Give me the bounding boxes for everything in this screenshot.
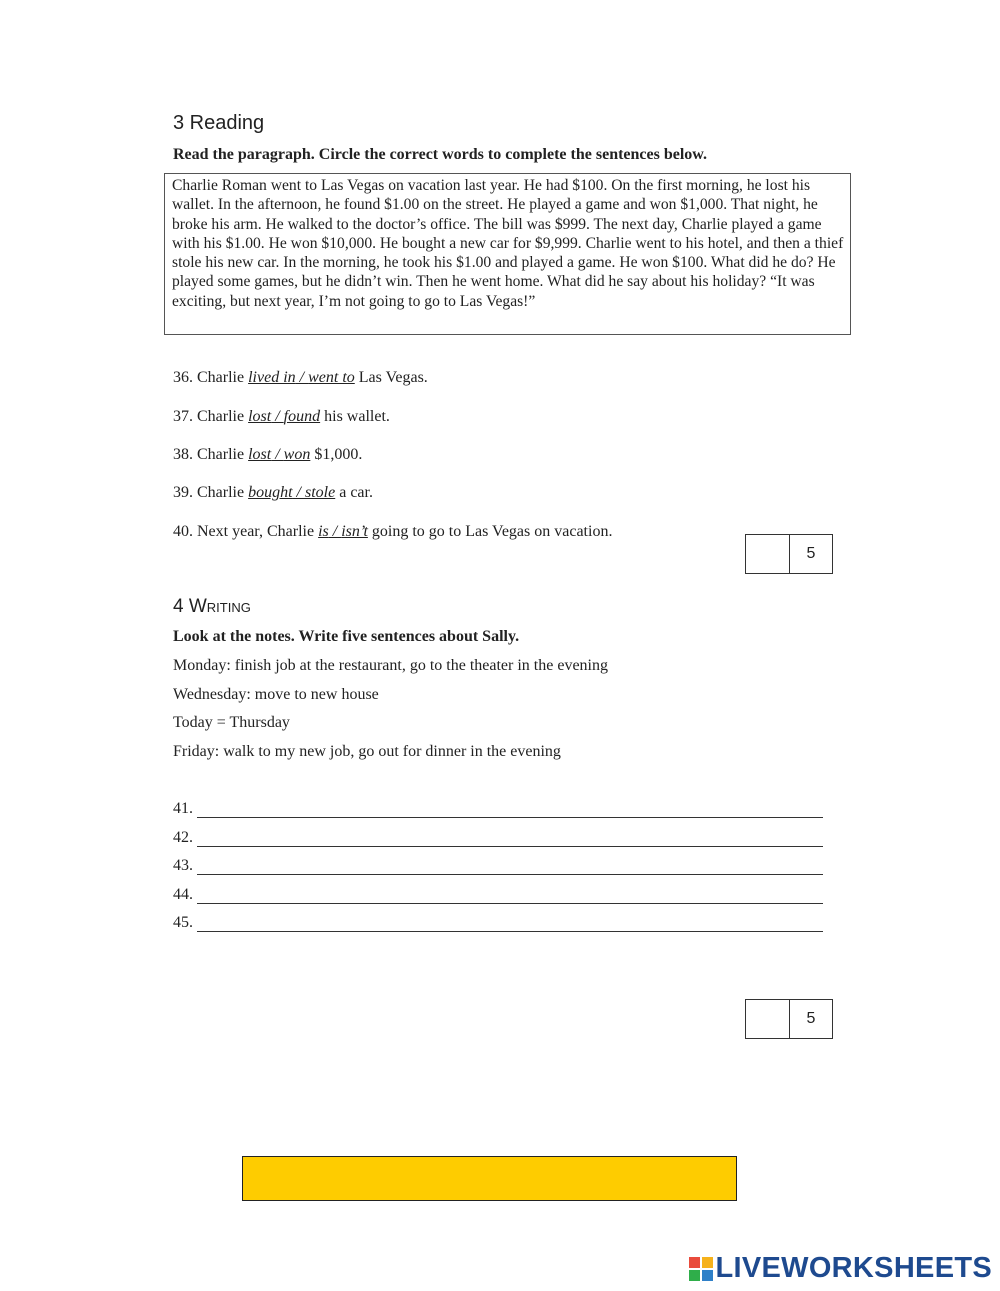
writing-instruction: Look at the notes. Write five sentences about Sally.	[173, 628, 520, 645]
option-won[interactable]: won	[283, 446, 311, 463]
yellow-banner[interactable]	[242, 1156, 737, 1201]
option-lost[interactable]: lost	[248, 446, 272, 463]
answer-input-45[interactable]	[197, 917, 823, 932]
option-found[interactable]: found	[283, 408, 321, 425]
answer-line-42[interactable]: 42.	[173, 829, 823, 847]
logo-text: LIVEWORKSHEETS	[715, 1252, 992, 1284]
answer-input-42[interactable]	[197, 832, 823, 847]
answer-line-41[interactable]: 41.	[173, 800, 823, 818]
answer-line-45[interactable]: 45.	[173, 914, 823, 932]
note-wednesday: Wednesday: move to new house	[173, 686, 379, 703]
reading-instruction	[173, 146, 707, 164]
question-36: 36. Charlie lived in / went to Las Vegas.	[173, 369, 428, 386]
option-bought[interactable]: bought	[248, 484, 293, 501]
question-37: 37. Charlie lost / found his wallet.	[173, 408, 390, 425]
reading-heading: 3 Reading	[173, 112, 265, 134]
answer-input-44[interactable]	[197, 889, 823, 904]
answer-line-44[interactable]: 44.	[173, 886, 823, 904]
instruction-rest: . Circle the correct words to complete the sentences below.	[310, 146, 707, 163]
option-went-to[interactable]: went to	[308, 369, 355, 386]
instruction-bold: Read the paragraph	[173, 146, 311, 163]
question-40: 40. Next year, Charlie is / isn’t going to go to Las Vegas on vacation.	[173, 523, 613, 540]
note-monday: Monday: finish job at the restaurant, go to the theater in the evening	[173, 657, 608, 674]
note-friday: Friday: walk to my new job, go out for dinner in the evening	[173, 743, 561, 760]
reading-passage: Charlie Roman went to Las Vegas on vacation last year. He had $100. On the first morning, he lost his wallet. In the afternoon, he found $1.00 on the street. He played a game and won $1,000. That night, he broke his arm. He walked to the doctor’s office. The bill was $999. The next day, Charlie played a game with his $1.00. He won $10,000. He bought a new car for $9,999. Charlie went to his hotel, and then a thief stole his new car. In the morning, he took his $1.00 and played a game. He won $100. What did he do? He played some games, but he didn’t win. Then he went home. What did he say about his holiday? “It was exciting, but next year, I’m not going to go to Las Vegas!”	[164, 173, 851, 335]
question-38: 38. Charlie lost / won $1,000.	[173, 446, 363, 463]
reading-score-total: 5	[806, 545, 816, 562]
answer-line-43[interactable]: 43.	[173, 857, 823, 875]
reading-score-input[interactable]	[746, 535, 790, 573]
option-lived-in[interactable]: lived in	[248, 369, 296, 386]
writing-score-box	[745, 999, 833, 1039]
logo-blocks-icon	[689, 1257, 713, 1281]
reading-score-box	[745, 534, 833, 574]
option-stole[interactable]: stole	[305, 484, 336, 501]
writing-heading: 4 Writing	[173, 596, 251, 617]
note-today: Today = Thursday	[173, 714, 290, 731]
answer-input-41[interactable]	[197, 803, 823, 818]
option-isnt[interactable]: isn’t	[341, 523, 368, 540]
answer-input-43[interactable]	[197, 860, 823, 875]
liveworksheets-logo	[689, 1252, 993, 1285]
question-39: 39. Charlie bought / stole a car.	[173, 484, 373, 501]
writing-score-input[interactable]	[746, 1000, 790, 1038]
option-is[interactable]: is	[318, 523, 329, 540]
option-lost[interactable]: lost	[248, 408, 272, 425]
writing-score-total: 5	[806, 1010, 816, 1027]
